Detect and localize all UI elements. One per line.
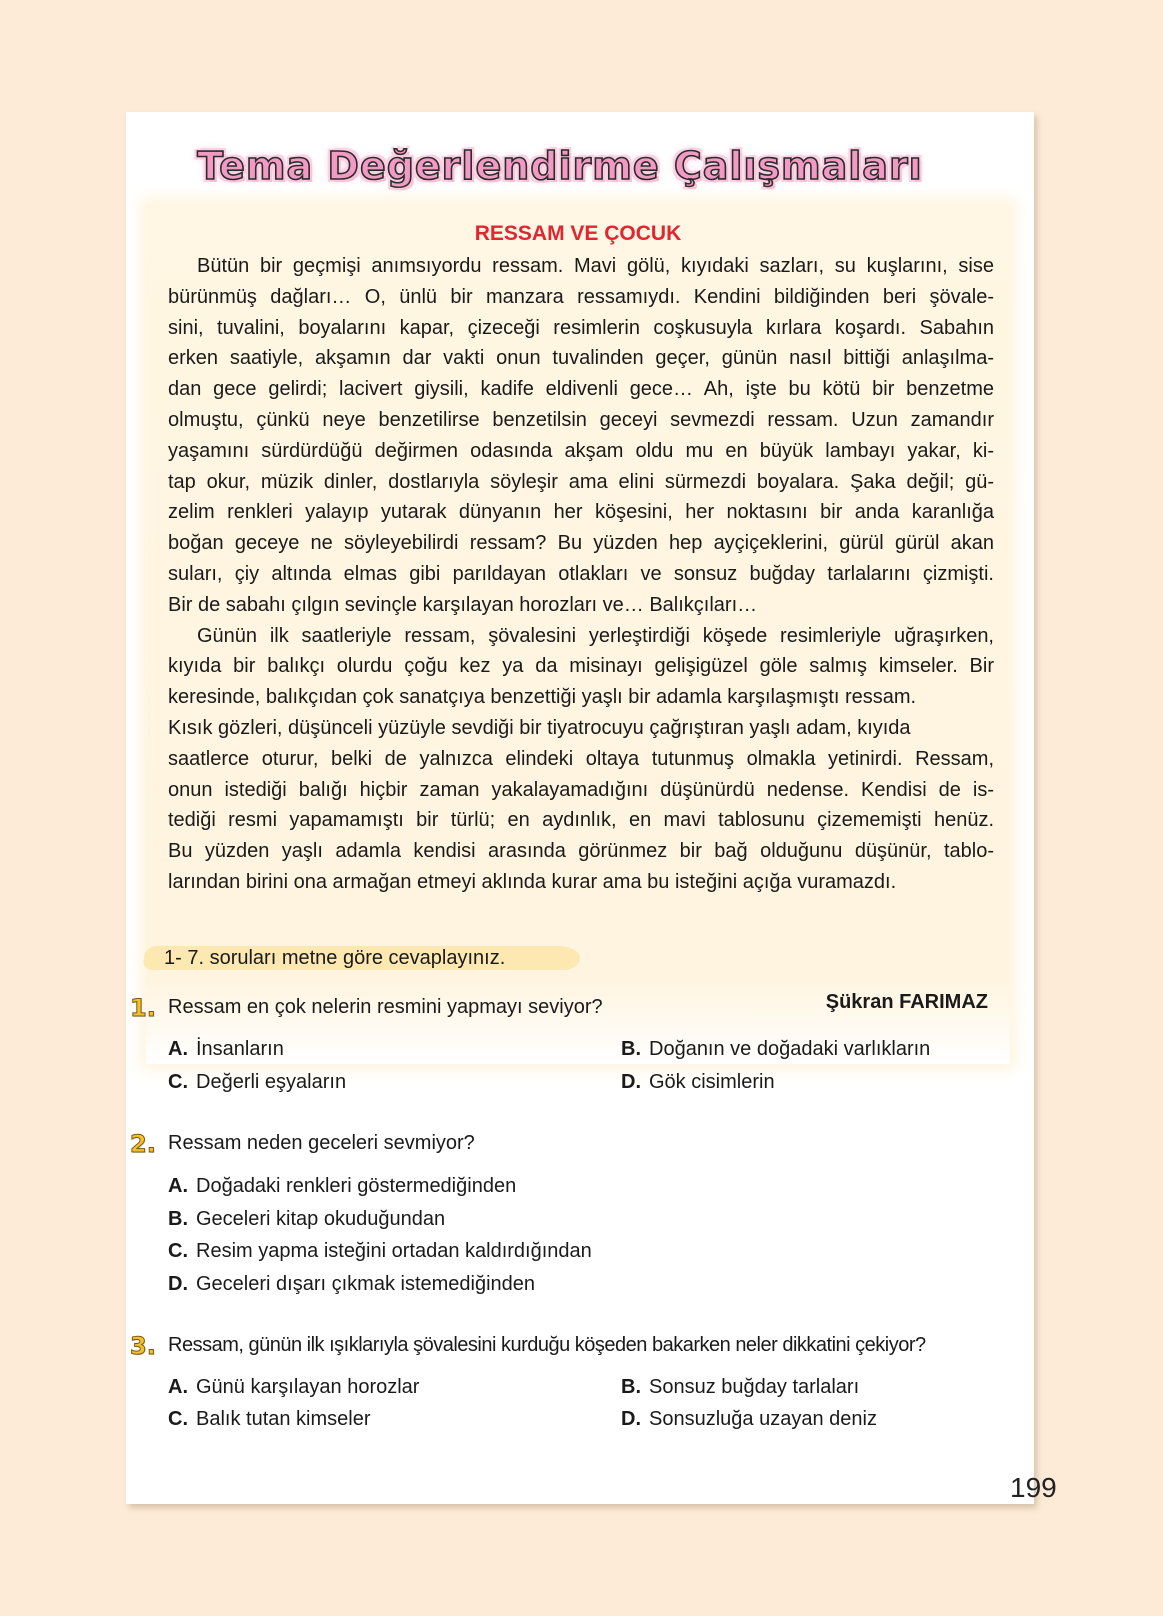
paragraph-1 xyxy=(168,251,994,621)
option-text: Resim yapma isteğini ortadan kaldırdığından xyxy=(196,1240,592,1262)
option-text: Balık tutan kimseler xyxy=(196,1408,371,1430)
option-text: Sonsuz buğday tarlaları xyxy=(649,1376,860,1398)
text-line: suları, çiy altında elmas gibi parıldayan otlakları ve sonsuz buğday tarlalarını çizmişti. xyxy=(168,562,994,585)
option-d[interactable] xyxy=(168,1273,535,1296)
workbook-page xyxy=(126,112,1034,1504)
text-line: Günün ilk saatleriyle ressam, şövalesini yerleştirdiği köşede resimleriyle uğraşırken, xyxy=(197,624,994,647)
option-d[interactable] xyxy=(621,1408,877,1431)
option-text: Geceleri dışarı çıkmak istemediğinden xyxy=(196,1273,536,1295)
option-a[interactable] xyxy=(168,1376,419,1399)
option-b[interactable] xyxy=(621,1038,930,1061)
question-number-badge-icon: 1. xyxy=(130,994,156,1022)
option-text: Değerli eşyaların xyxy=(196,1071,347,1093)
option-letter: C. xyxy=(168,1071,188,1093)
option-c[interactable] xyxy=(168,1408,371,1431)
text-line: Bütün bir geçmişi anımsıyordu ressam. Mavi gölü, kıyıdaki sazları, su kuşlarını, sise xyxy=(197,255,994,277)
question-number-badge-icon: 2. xyxy=(130,1130,156,1158)
text-line: Bir de sabahı çılgın sevinçle karşılayan horozları ve… Balıkçıları… xyxy=(168,593,758,616)
text-line: Bu yüzden yaşlı adamla kendisi arasında görünmez bir bağ olduğunu düşünür, tablo- xyxy=(168,840,994,863)
option-b[interactable] xyxy=(168,1208,445,1231)
option-c[interactable] xyxy=(168,1071,346,1094)
option-letter: A. xyxy=(168,1376,188,1398)
instruction-text: 1- 7. soruları metne göre cevaplayınız. xyxy=(164,947,506,969)
text-line: onun istediği balığı hiçbir zaman yakalayamadığını düşünürdü nedense. Kendisi de is- xyxy=(168,778,994,801)
option-letter: C. xyxy=(168,1408,188,1430)
option-letter: B. xyxy=(621,1376,641,1398)
question-text: Ressam, günün ilk ışıklarıyla şövalesini kurduğu köşeden bakarken neler dikkatini çekiyor? xyxy=(168,1334,926,1356)
story-body xyxy=(168,251,994,898)
text-line: kıyıda bir balıkçı olurdu çoğu kez ya da misinayı gelişigüzel göle salmış kimseler. Bir xyxy=(168,655,994,678)
text-line: tap okur, müzik dinler, dostlarıyla söyleşir ama elini sürmezdi boyalara. Şaka değil; gü- xyxy=(168,470,994,493)
option-letter: A. xyxy=(168,1175,188,1197)
author-name: Şükran FARIMAZ xyxy=(825,991,988,1013)
option-text: Doğadaki renkleri göstermediğinden xyxy=(196,1175,517,1197)
text-line: keresinde, balıkçıdan çok sanatçıya benzettiği yaşlı bir adamla karşılaşmıştı ressam. xyxy=(168,686,917,709)
option-text: Sonsuzluğa uzayan deniz xyxy=(649,1408,877,1430)
text-line: larından birini ona armağan etmeyi aklında kurar ama bu isteğini açığa vuramazdı. xyxy=(168,870,897,893)
option-c[interactable] xyxy=(168,1240,592,1263)
question-number-badge-icon: 3. xyxy=(130,1332,156,1360)
option-letter: C. xyxy=(168,1240,188,1262)
option-a[interactable] xyxy=(168,1038,284,1061)
text-line: dan gece gelirdi; lacivert giysili, kadife eldivenli gece… Ah, işte bu kötü bir benzetme xyxy=(168,378,994,401)
instruction-banner xyxy=(144,942,584,976)
option-text: İnsanların xyxy=(196,1038,284,1060)
text-line: saatlerce oturur, belki de yalnızca elindeki oltaya tutunmuş olmakla yetinirdi. Ressam, xyxy=(168,747,994,770)
option-b[interactable] xyxy=(621,1376,859,1399)
text-line: bürünmüş dağları… O, ünlü bir manzara ressamıydı. Kendini bildiğinden beri şövale- xyxy=(168,285,994,308)
text-line: Kısık gözleri, düşünceli yüzüyle sevdiği bir tiyatrocuyu çağrıştıran yaşlı adam, kıyıda xyxy=(168,716,911,739)
text-line: olmuştu, çünkü neye benzetilirse benzetilsin geceyi sevmezdi ressam. Uzun zamandır xyxy=(168,408,994,431)
section-header xyxy=(197,136,923,196)
text-line: boğan geceye ne söyleyebilirdi ressam? Bu yüzden hep ayçiçeklerini, gürül gürül akan xyxy=(168,532,994,555)
text-line: sini, tuvalini, boyalarını kapar, çizeceği resimlerin coşkusuyla kırlara koşardı. Sabahın xyxy=(168,316,994,339)
option-text: Doğanın ve doğadaki varlıkların xyxy=(649,1038,931,1060)
option-text: Geceleri kitap okuduğundan xyxy=(196,1208,446,1230)
question-text: Ressam neden geceleri sevmiyor? xyxy=(168,1132,475,1154)
question-text: Ressam en çok nelerin resmini yapmayı seviyor? xyxy=(168,996,603,1018)
option-letter: D. xyxy=(168,1273,188,1295)
option-letter: A. xyxy=(168,1038,188,1060)
section-title: Tema Değerlendirme Çalışmaları xyxy=(197,144,923,188)
text-line: erken saatiyle, akşamın dar vakti onun tuvalinden geçer, günün nasıl bittiği anlaşılma- xyxy=(168,347,994,370)
reading-passage xyxy=(146,204,1010,1064)
option-letter: D. xyxy=(621,1071,641,1093)
option-text: Gök cisimlerin xyxy=(649,1071,775,1093)
option-d[interactable] xyxy=(621,1071,775,1094)
paragraph-2 xyxy=(168,621,994,898)
option-text: Günü karşılayan horozlar xyxy=(196,1376,420,1398)
story-title: RESSAM VE ÇOCUK xyxy=(474,222,682,245)
option-letter: B. xyxy=(168,1208,188,1230)
text-line: tediği resmi yapamamıştı bir türlü; en aydınlık, en mavi tablosunu çizememişti henüz. xyxy=(168,809,994,832)
text-line: yaşamını sürdürdüğü değirmen odasında akşam oldu mu en büyük lambayı yakar, ki- xyxy=(168,439,994,462)
option-a[interactable] xyxy=(168,1175,516,1198)
page-number: 199 xyxy=(1010,1472,1057,1503)
option-letter: D. xyxy=(621,1408,641,1430)
text-line: zelim renkleri yalayıp yutarak dünyanın her köşesini, her noktasını bir anda karanlığa xyxy=(168,501,994,524)
option-letter: B. xyxy=(621,1038,641,1060)
